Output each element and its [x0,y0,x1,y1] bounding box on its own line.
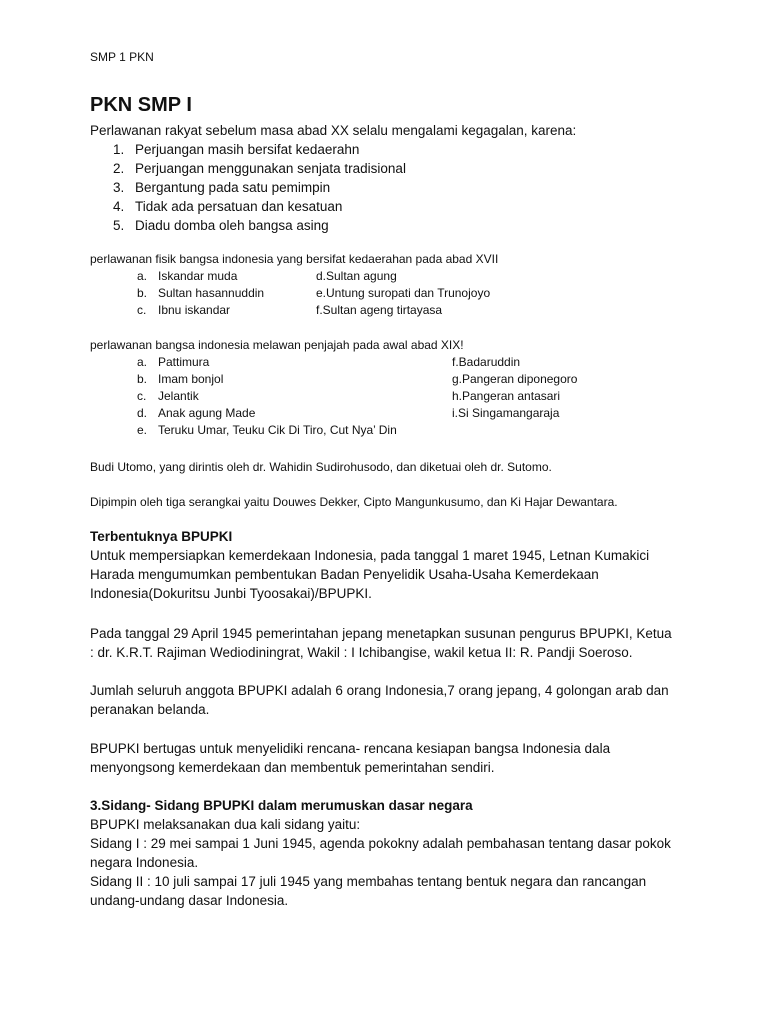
section-xix-right-list [452,354,577,422]
list-item: 1. Perjuangan masih bersifat kedaerahn [113,142,360,157]
section-xix-lead: perlawanan bangsa indonesia melawan penjajah pada awal abad XIX! [90,338,464,352]
list-item: i.Si Singamangaraja [452,406,560,420]
text-line: BPUPKI melaksanakan dua kali sidang yaitu: [90,817,361,832]
text-line: undang-undang dasar Indonesia. [90,893,289,908]
text-line: Harada mengumumkan pembentukan Badan Penyelidik Usaha-Usaha Kemerdekaan [90,567,599,582]
page-title: PKN SMP I [90,94,192,116]
list-item: c. Ibnu iskandar [137,303,231,317]
list-item: d. Anak agung Made [137,406,256,420]
list-item: e.Untung suropati dan Trunojoyo [316,286,491,300]
section-xvii-lead: perlawanan fisik bangsa indonesia yang bersifat kedaerahan pada abad XVII [90,252,499,266]
bpupki-paragraph-1 [90,546,649,603]
list-item: d.Sultan agung [316,269,397,283]
list-item: 4. Tidak ada persatuan dan kesatuan [113,199,343,214]
list-item: f.Badaruddin [452,355,521,369]
text-line: BPUPKI bertugas untuk menyelidiki rencana- rencana kesiapan bangsa Indonesia dala [90,741,611,756]
text-line: Sidang II : 10 juli sampai 17 juli 1945 yang membahas tentang bentuk negara dan rancangan [90,874,647,889]
page-header: SMP 1 PKN [90,50,154,64]
budi-utomo-text: Budi Utomo, yang dirintis oleh dr. Wahidin Sudirohusodo, dan diketuai oleh dr. Sutomo. [90,460,552,474]
list-item: g.Pangeran diponegoro [452,372,578,386]
list-item: h.Pangeran antasari [452,389,561,403]
text-line: Untuk mempersiapkan kemerdekaan Indonesia, pada tanggal 1 maret 1945, Letnan Kumakici [90,548,650,563]
list-item: b. Imam bonjol [137,372,224,386]
text-line: : dr. K.R.T. Rajiman Wediodiningrat, Wakil : I Ichibangise, wakil ketua II: R. Pandji Soeroso. [90,645,633,660]
sidang-heading: 3.Sidang- Sidang BPUPKI dalam merumuskan dasar negara [90,798,473,813]
bpupki-paragraph-4 [90,739,610,777]
bpupki-heading: Terbentuknya BPUPKI [90,529,233,544]
text-line: Sidang I : 29 mei sampai 1 Juni 1945, agenda pokokny adalah pembahasan tentang dasar pokok [90,836,671,851]
intro-list [113,140,406,235]
text-line: Pada tanggal 29 April 1945 pemerintahan jepang menetapkan susunan pengurus BPUPKI, Ketua [90,626,672,641]
list-item: b. Sultan hasannuddin [137,286,265,300]
section-xvii-right-list [316,268,490,319]
text-line: negara Indonesia. [90,855,199,870]
text-line: peranakan belanda. [90,702,210,717]
list-item: 5. Diadu domba oleh bangsa asing [113,218,329,233]
list-item: a. Pattimura [137,355,210,369]
list-item: 3. Bergantung pada satu pemimpin [113,180,331,195]
sidang-text [90,815,671,910]
bpupki-paragraph-2 [90,624,672,662]
list-item: c. Jelantik [137,389,199,403]
section-xix-left-list [137,354,397,439]
list-item: e. Teruku Umar, Teuku Cik Di Tiro, Cut Nya’ Din [137,423,397,437]
tiga-serangkai-text: Dipimpin oleh tiga serangkai yaitu Douwes Dekker, Cipto Mangunkusumo, dan Ki Hajar Dewantara. [90,495,618,509]
text-line: menyongsong kemerdekaan dan membentuk pemerintahan sendiri. [90,760,495,775]
list-item: f.Sultan ageng tirtayasa [316,303,443,317]
section-xvii-left-list [137,268,264,319]
bpupki-paragraph-3 [90,681,669,719]
intro-lead: Perlawanan rakyat sebelum masa abad XX selalu mengalami kegagalan, karena: [90,123,577,138]
list-item: 2. Perjuangan menggunakan senjata tradisional [113,161,406,176]
text-line: Indonesia(Dokuritsu Junbi Tyoosakai)/BPUPKI. [90,586,372,601]
list-item: a. Iskandar muda [137,269,238,283]
text-line: Jumlah seluruh anggota BPUPKI adalah 6 orang Indonesia,7 orang jepang, 4 golongan arab dan [90,683,669,698]
